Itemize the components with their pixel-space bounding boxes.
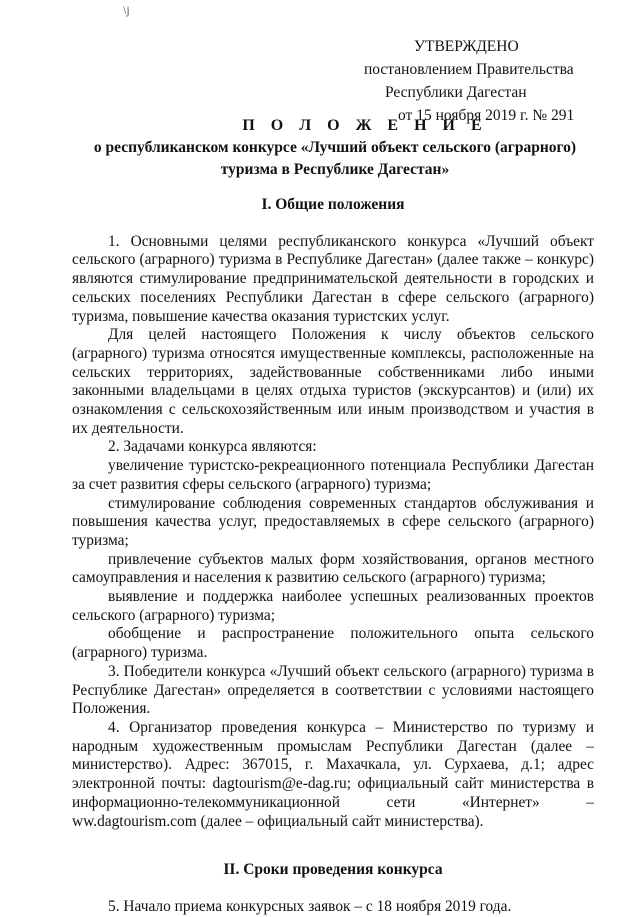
paragraph: выявление и поддержка наиболее успешных реализованных проектов сельского (аграрного) туризма; [72, 588, 594, 624]
approval-line-1: УТВЕРЖДЕНО [414, 38, 519, 55]
paragraph: 5. Начало приема конкурсных заявок – с 18 ноября 2019 года. [108, 897, 512, 915]
section-heading-1: I. Общие положения [261, 196, 405, 213]
paragraph: привлечение субъектов малых форм хозяйствования, органов местного самоуправления и населения к развитию сельского (аграрного) туризма; [72, 550, 594, 587]
paragraph: обобщение и распространение положительного опыта сельского (аграрного) туризма. [72, 625, 594, 662]
title-main: П О Л О Ж Е Н И Е [242, 117, 488, 134]
approval-line-3: Республики Дагестан [385, 84, 527, 101]
approval-line-4: от 15 ноября 2019 г. № 291 [398, 107, 575, 124]
paragraph: 1. Основными целями республиканского конкурса «Лучший объект сельского (аграрного) туризма в Республике Дагестан» (далее также – конкурс) являются стимулирование предпринимательской деятельности в городских и сельских поселениях Республики Дагестан в сфере сельского (аграрного) туризма, повышение качества оказания туристских услуг. [72, 232, 594, 325]
paragraph: увеличение туристско-рекреационного потенциала Республики Дагестан за счет развития сферы сельского (аграрного) туризма; [72, 457, 594, 493]
document-title [70, 115, 600, 181]
paragraph: Для целей настоящего Положения к числу объектов сельского (аграрного) туризма относятся имущественные комплексы, расположенные на сельских территориях, задействованные собственниками либо иными законными владельцами в целях отдыха туристов (экскурсантов) и (или) их ознакомления с сельскохозяйственным или иным производством и участия в их деятельности. [72, 326, 594, 437]
paragraph: 2. Задачами конкурса являются: [108, 438, 317, 456]
paragraph: 3. Победители конкурса «Лучший объект сельского (аграрного) туризма в Республике Дагестан» определяется в соответствии с условиями настоящего Положения. [72, 662, 594, 718]
paragraph: стимулирование соблюдения современных стандартов обслуживания и повышения качества услуг, предоставляемых в сфере сельского (аграрного) туризма; [72, 494, 594, 549]
document-body [72, 196, 594, 917]
approval-line-2: постановлением Правительства [364, 61, 574, 78]
section-heading-2: II. Сроки проведения конкурса [223, 861, 443, 879]
scan-mark: \j [123, 3, 130, 17]
title-subtitle-1: о республиканском конкурсе «Лучший объект сельского (аграрного) [93, 139, 577, 156]
approval-stamp [360, 35, 600, 127]
title-subtitle-2: туризма в Республике Дагестан» [220, 161, 450, 178]
paragraph: 4. Организатор проведения конкурса – Министерство по туризму и народным художественным промыслам Республики Дагестан (далее – министерство). Адрес: 367015, г. Махачкала, ул. Сурхаева, д.1; адрес электронной почты: dagtourism@e-dag.ru; официальный сайт министерства в информационно-телекоммуникационной сети «Интернет» – ww.dagtourism.com (далее – официальный сайт министерства). [72, 718, 594, 830]
